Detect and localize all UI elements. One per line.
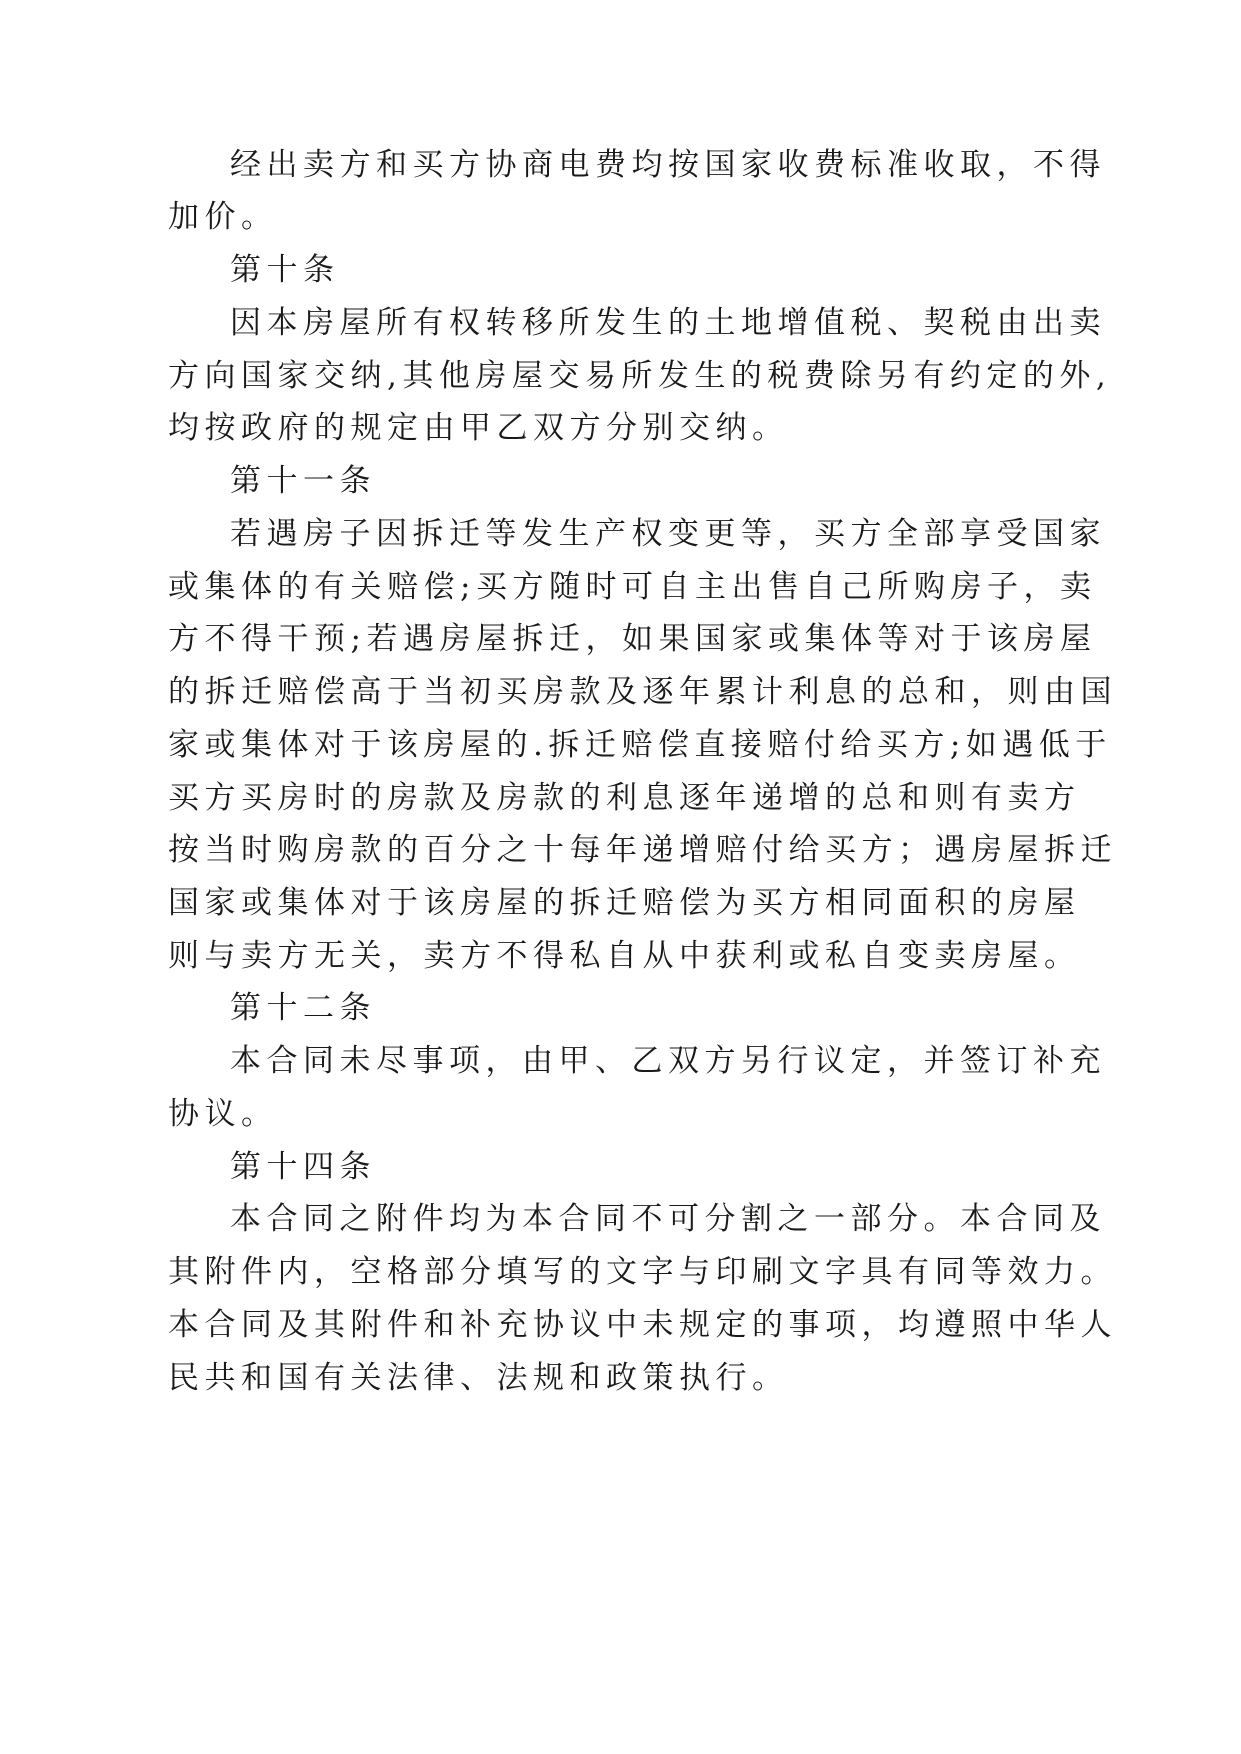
paragraph-line: 民共和国有关法律、法规和政策执行。 xyxy=(168,1360,789,1396)
article-heading: 第十条 xyxy=(230,252,340,288)
article-heading: 第十二条 xyxy=(230,990,376,1026)
paragraph-line: 按当时购房款的百分之十每年递增赔付给买方；遇房屋拆迁 xyxy=(168,832,1117,868)
paragraph-line: 若遇房子因拆迁等发生产权变更等，买方全部享受国家 xyxy=(230,516,1106,552)
paragraph-line: 家或集体对于该房屋的.拆迁赔偿直接赔付给买方;如遇低于 xyxy=(168,727,1112,763)
paragraph-line: 或集体的有关赔偿;买方随时可自主出售自己所购房子，卖 xyxy=(168,569,1097,605)
paragraph-line: 因本房屋所有权转移所发生的土地增值税、契税由出卖 xyxy=(230,305,1106,341)
paragraph-line: 经出卖方和买方协商电费均按国家收费标准收取，不得 xyxy=(230,147,1106,183)
paragraph-line: 方不得干预;若遇房屋拆迁，如果国家或集体等对于该房屋 xyxy=(168,621,1097,657)
paragraph-line: 其附件内，空格部分填写的文字与印刷文字具有同等效力。 xyxy=(168,1254,1117,1290)
paragraph-line: 加价。 xyxy=(168,199,278,235)
paragraph-line: 均按政府的规定由甲乙双方分别交纳。 xyxy=(168,410,789,446)
paragraph-line: 国家或集体对于该房屋的拆迁赔偿为买方相同面积的房屋 xyxy=(168,885,1081,921)
paragraph-line: 本合同之附件均为本合同不可分割之一部分。本合同及 xyxy=(230,1201,1106,1237)
paragraph-line: 本合同未尽事项，由甲、乙双方另行议定，并签订补充 xyxy=(230,1043,1106,1079)
paragraph-line: 方向国家交纳,其他房屋交易所发生的税费除另有约定的外, xyxy=(168,358,1112,394)
article-heading: 第十四条 xyxy=(230,1149,376,1185)
article-heading: 第十一条 xyxy=(230,463,376,499)
paragraph-line: 本合同及其附件和补充协议中未规定的事项，均遵照中华人 xyxy=(168,1307,1117,1343)
paragraph-line: 则与卖方无关，卖方不得私自从中获利或私自变卖房屋。 xyxy=(168,938,1081,974)
paragraph-line: 协议。 xyxy=(168,1096,278,1132)
paragraph-line: 买方买房时的房款及房款的利息逐年递增的总和则有卖方 xyxy=(168,780,1081,816)
paragraph-line: 的拆迁赔偿高于当初买房款及逐年累计利息的总和，则由国 xyxy=(168,674,1117,710)
